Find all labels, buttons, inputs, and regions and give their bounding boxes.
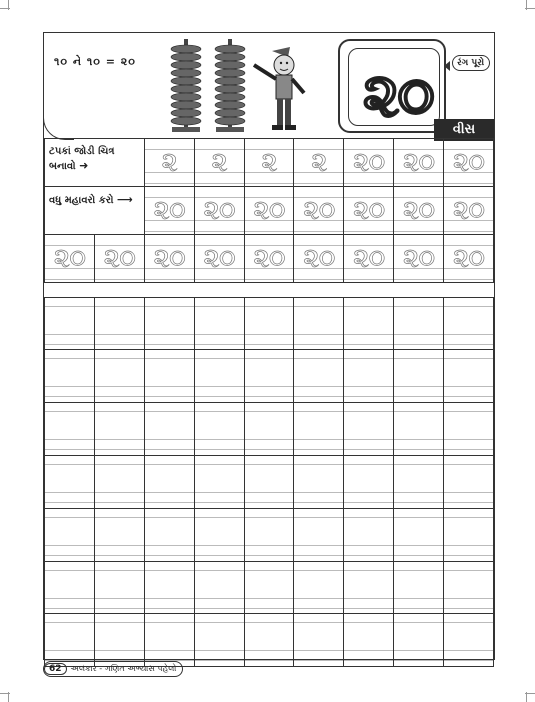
writing-cell[interactable] <box>45 350 95 403</box>
writing-cell[interactable] <box>444 298 494 350</box>
writing-cell[interactable] <box>194 350 244 403</box>
writing-cell[interactable] <box>294 562 344 614</box>
blank-row <box>45 456 494 509</box>
dot-join-row <box>45 139 494 187</box>
worksheet <box>43 32 495 660</box>
writing-cell[interactable] <box>394 614 444 667</box>
writing-cell[interactable] <box>144 350 194 403</box>
writing-cell[interactable] <box>244 403 294 456</box>
writing-cell[interactable] <box>45 403 95 456</box>
long-arrow-right-icon: ⟶ <box>116 193 133 206</box>
blank-row <box>45 298 494 350</box>
writing-cell[interactable] <box>244 562 294 614</box>
trace-cell[interactable]: ૨૦ <box>194 187 244 235</box>
writing-cell[interactable] <box>344 403 394 456</box>
blank-writing-grid <box>44 297 494 667</box>
writing-cell[interactable] <box>144 614 194 667</box>
dot-join-label: ટપકાં જોડી ચિત્ર બનાવો <box>49 146 115 172</box>
blank-row <box>45 562 494 614</box>
big-numeral-outline: ૨૦ <box>363 58 433 131</box>
writing-cell[interactable] <box>194 562 244 614</box>
writing-cell[interactable] <box>194 298 244 350</box>
writing-cell[interactable] <box>444 614 494 667</box>
writing-cell[interactable] <box>294 456 344 509</box>
trace-cell[interactable]: ૨૦ <box>45 235 95 283</box>
blank-row <box>45 509 494 562</box>
crop-mark <box>526 692 527 702</box>
trace-cell[interactable]: ૨૦ <box>444 139 494 187</box>
writing-cell[interactable] <box>294 298 344 350</box>
writing-cell[interactable] <box>144 403 194 456</box>
writing-cell[interactable] <box>94 403 144 456</box>
writing-cell[interactable] <box>94 350 144 403</box>
writing-cell[interactable] <box>444 562 494 614</box>
writing-cell[interactable] <box>444 456 494 509</box>
dot-join-label-cell <box>45 139 145 187</box>
trace-cell[interactable]: ૨ <box>144 139 194 187</box>
trace-cell[interactable]: ૨ <box>194 139 244 187</box>
writing-cell[interactable] <box>344 614 394 667</box>
abacus-rod-icon <box>212 37 248 133</box>
writing-cell[interactable] <box>294 350 344 403</box>
writing-cell[interactable] <box>244 350 294 403</box>
writing-cell[interactable] <box>45 509 95 562</box>
trace-cell[interactable]: ૨૦ <box>294 235 344 283</box>
writing-cell[interactable] <box>444 509 494 562</box>
practice-row <box>45 187 494 235</box>
crop-mark <box>8 0 9 10</box>
trace-cell[interactable]: ૨ <box>294 139 344 187</box>
writing-cell[interactable] <box>344 298 394 350</box>
writing-cell[interactable] <box>45 298 95 350</box>
writing-cell[interactable] <box>344 562 394 614</box>
trace-cell[interactable]: ૨ <box>244 139 294 187</box>
number-word-badge: વીસ <box>434 119 494 141</box>
worksheet-header <box>44 33 494 139</box>
writing-cell[interactable] <box>244 614 294 667</box>
blank-row <box>45 403 494 456</box>
trace-cell[interactable]: ૨૦ <box>394 139 444 187</box>
writing-cell[interactable] <box>394 298 444 350</box>
blank-row <box>45 614 494 667</box>
addition-equation: ૧૦ ને ૧૦ = ૨૦ <box>54 55 136 68</box>
trace-cell[interactable]: ૨૦ <box>144 187 194 235</box>
writing-cell[interactable] <box>144 456 194 509</box>
writing-cell[interactable] <box>45 562 95 614</box>
writing-cell[interactable] <box>344 456 394 509</box>
writing-cell[interactable] <box>94 614 144 667</box>
writing-cell[interactable] <box>144 562 194 614</box>
writing-cell[interactable] <box>194 614 244 667</box>
writing-cell[interactable] <box>344 509 394 562</box>
writing-cell[interactable] <box>394 350 444 403</box>
tracing-grid <box>44 138 494 283</box>
writing-cell[interactable] <box>394 403 444 456</box>
book-title: અલંકાર - ગણિત અભ્યાસ પહેલો <box>70 664 177 673</box>
writing-cell[interactable] <box>444 350 494 403</box>
trace-cell[interactable]: ૨૦ <box>444 235 494 283</box>
trace-cell[interactable]: ૨૦ <box>344 187 394 235</box>
writing-cell[interactable] <box>294 614 344 667</box>
abacus-rod-icon <box>168 37 204 133</box>
writing-cell[interactable] <box>94 298 144 350</box>
boy-illustration-icon <box>250 43 314 135</box>
color-instruction: રંગ પૂરો <box>452 55 490 71</box>
full-trace-row <box>45 235 494 283</box>
trace-cell[interactable]: ૨૦ <box>344 139 394 187</box>
trace-cell[interactable]: ૨૦ <box>444 187 494 235</box>
numeral-box <box>334 35 494 138</box>
writing-cell[interactable] <box>394 562 444 614</box>
writing-cell[interactable] <box>444 403 494 456</box>
writing-cell[interactable] <box>394 456 444 509</box>
trace-cell[interactable]: ૨૦ <box>244 235 294 283</box>
writing-cell[interactable] <box>294 509 344 562</box>
trace-cell[interactable]: ૨૦ <box>144 235 194 283</box>
practice-label: વધુ મહાવરો કરો <box>49 195 114 206</box>
writing-cell[interactable] <box>144 298 194 350</box>
writing-cell[interactable] <box>344 350 394 403</box>
writing-cell[interactable] <box>94 509 144 562</box>
writing-cell[interactable] <box>244 509 294 562</box>
writing-cell[interactable] <box>244 298 294 350</box>
writing-cell[interactable] <box>194 509 244 562</box>
trace-cell[interactable]: ૨૦ <box>94 235 144 283</box>
writing-cell[interactable] <box>144 509 194 562</box>
trace-cell[interactable]: ૨૦ <box>294 187 344 235</box>
trace-cell[interactable]: ૨૦ <box>344 235 394 283</box>
page-footer <box>43 661 183 677</box>
trace-cell[interactable]: ૨૦ <box>394 235 444 283</box>
trace-cell[interactable]: ૨૦ <box>394 187 444 235</box>
crop-mark <box>526 0 527 10</box>
writing-cell[interactable] <box>45 614 95 667</box>
writing-cell[interactable] <box>194 456 244 509</box>
writing-cell[interactable] <box>45 456 95 509</box>
trace-cell[interactable]: ૨૦ <box>244 187 294 235</box>
writing-cell[interactable] <box>94 456 144 509</box>
page-number: 62 <box>44 663 67 675</box>
crop-mark <box>8 692 9 702</box>
writing-cell[interactable] <box>244 456 294 509</box>
writing-cell[interactable] <box>394 509 444 562</box>
practice-label-cell <box>45 187 145 235</box>
trace-cell[interactable]: ૨૦ <box>194 235 244 283</box>
writing-cell[interactable] <box>94 562 144 614</box>
writing-cell[interactable] <box>194 403 244 456</box>
writing-cell[interactable] <box>294 403 344 456</box>
blank-row <box>45 350 494 403</box>
arrow-right-icon: ➜ <box>79 159 89 172</box>
